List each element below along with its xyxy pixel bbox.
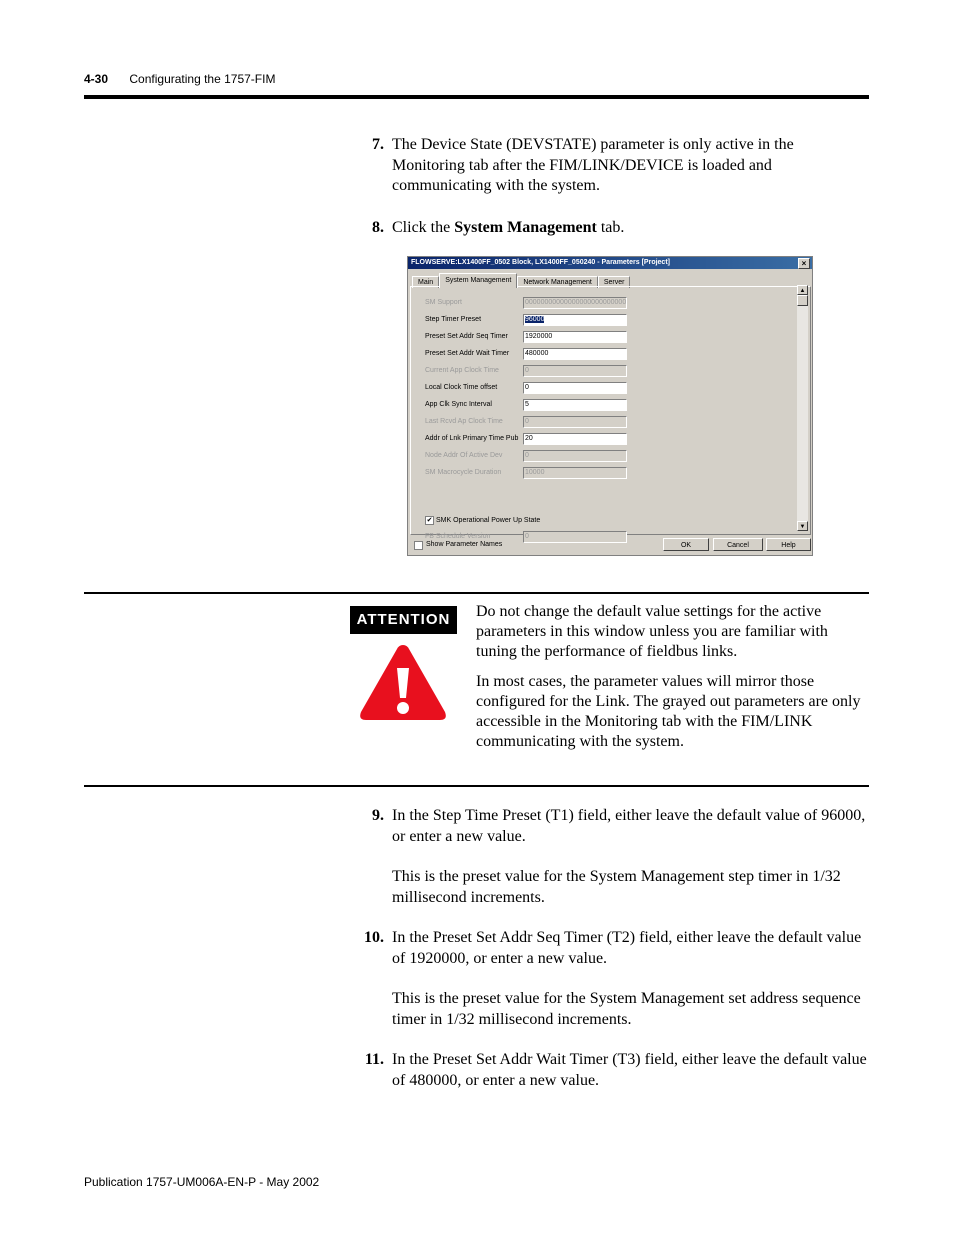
parameter-value: 1920000 — [525, 333, 553, 340]
parameter-field[interactable] — [523, 433, 627, 445]
page-number: 4-30 — [84, 72, 109, 86]
step-note: This is the preset value for the System Management step timer in 1/32 millisecond increments. — [392, 868, 841, 906]
help-button[interactable]: Help — [766, 538, 811, 551]
parameter-field[interactable] — [523, 348, 627, 360]
parameter-value: 480000 — [525, 350, 549, 357]
parameter-field — [523, 450, 627, 462]
step-text-prefix: Click the — [392, 219, 455, 236]
parameter-value: 96000 — [525, 316, 545, 323]
tab-system-management[interactable]: System Management — [439, 273, 517, 288]
step-9 — [360, 806, 870, 928]
attention-badge: ATTENTION — [350, 606, 457, 634]
tab-main[interactable]: Main — [412, 276, 439, 288]
parameter-label: FB Schedule Version — [425, 533, 491, 540]
parameter-value: 0 — [525, 384, 529, 391]
page-header — [84, 72, 275, 86]
parameter-field — [523, 416, 627, 428]
parameter-value: 0 — [525, 452, 529, 459]
step-text — [392, 218, 870, 239]
parameter-label: SM Support — [425, 299, 462, 306]
vertical-scrollbar[interactable] — [797, 285, 808, 531]
parameter-value: 0 — [525, 533, 529, 540]
page-footer: Publication 1757-UM006A-EN-P - May 2002 — [84, 1175, 320, 1189]
step-text-suffix: tab. — [596, 219, 625, 236]
parameter-field — [523, 467, 627, 479]
scroll-thumb[interactable] — [797, 295, 808, 306]
parameter-value: 5 — [525, 401, 529, 408]
smk-checkbox[interactable]: ✔ — [426, 517, 433, 524]
show-names-label: Show Parameter Names — [426, 541, 503, 548]
parameter-field — [523, 297, 627, 309]
step-number: 7. — [372, 136, 384, 153]
dialog-title: FLOWSERVE:LX1400FF_0502 Block, LX1400FF_050240 - Parameters [Project] — [411, 259, 670, 266]
step-text: In the Step Time Preset (T1) field, either leave the default value of 96000, or enter a new value. — [392, 807, 866, 845]
system-management-panel — [410, 286, 811, 540]
parameter-field — [523, 365, 627, 377]
parameter-value: 10000 — [525, 469, 545, 476]
parameter-label: App Clk Sync Interval — [425, 401, 492, 408]
parameter-field[interactable] — [523, 382, 627, 394]
step-7 — [360, 135, 870, 217]
parameter-value: 20 — [525, 435, 533, 442]
attention-paragraph: In most cases, the parameter values will mirror those configured for the Link. The grayed out parameters are only accessible in the Monitoring tab with the FIM/LINK communicating with the system. — [476, 673, 861, 750]
dialog-footer — [412, 538, 808, 554]
ok-button[interactable]: OK — [663, 538, 709, 551]
tab-server[interactable]: Server — [598, 276, 631, 288]
parameter-label: Preset Set Addr Seq Timer — [425, 333, 508, 340]
show-names-checkbox[interactable] — [414, 541, 423, 550]
step-note: This is the preset value for the System Management set address sequence timer in 1/32 millisecond increments. — [392, 990, 861, 1028]
tab-network-management[interactable]: Network Management — [517, 276, 597, 288]
parameter-label: Preset Set Addr Wait Timer — [425, 350, 510, 357]
parameter-field[interactable] — [523, 314, 627, 326]
step-11 — [360, 1050, 870, 1111]
warning-icon — [357, 642, 449, 724]
parameter-label: Step Timer Preset — [425, 316, 482, 323]
tab-strip — [412, 273, 630, 287]
step-number: 11. — [364, 1051, 384, 1068]
cancel-button[interactable]: Cancel — [713, 538, 763, 551]
step-number: 10. — [364, 929, 384, 946]
parameter-label: Local Clock Time offset — [425, 384, 498, 391]
step-text: The Device State (DEVSTATE) parameter is only active in the Monitoring tab after the FIM/LINK/DEVICE is loaded and communicating with the system. — [392, 136, 794, 194]
step-10 — [360, 928, 870, 1050]
smk-label: SMK Operational Power Up State — [436, 517, 541, 524]
parameter-value: 0 — [525, 367, 529, 374]
parameter-value: 00000000000000000000000000 — [525, 299, 627, 306]
parameters-dialog — [407, 256, 813, 556]
scroll-up-icon[interactable]: ▲ — [797, 285, 808, 295]
close-icon[interactable]: × — [798, 258, 810, 269]
attention-bottom-rule — [84, 785, 869, 787]
attention-text — [476, 602, 870, 762]
chapter-title: Configurating the 1757-FIM — [129, 72, 276, 86]
step-8 — [360, 218, 870, 259]
step-number: 9. — [372, 807, 384, 824]
attention-paragraph: Do not change the default value settings for the active parameters in this window unless you are familiar with tuning the performance of fieldbus links. — [476, 603, 828, 660]
parameter-field[interactable] — [523, 399, 627, 411]
parameter-label: Addr of Lnk Primary Time Pub — [425, 435, 519, 442]
dialog-titlebar — [408, 257, 812, 269]
step-text: In the Preset Set Addr Wait Timer (T3) field, either leave the default value of 480000, or enter a new value. — [392, 1051, 867, 1089]
parameter-value: 0 — [525, 418, 529, 425]
step-text: In the Preset Set Addr Seq Timer (T2) field, either leave the default value of 1920000, or enter a new value. — [392, 929, 862, 967]
attention-top-rule — [84, 592, 869, 594]
parameter-label: Node Addr Of Active Dev — [425, 452, 503, 459]
scroll-down-icon[interactable]: ▼ — [797, 521, 808, 531]
step-text-bold: System Management — [454, 219, 597, 236]
parameter-label: SM Macrocycle Duration — [425, 469, 502, 476]
step-number: 8. — [372, 219, 384, 236]
parameter-field[interactable] — [523, 331, 627, 343]
header-rule — [84, 95, 869, 99]
parameter-label: Last Rcvd Ap Clock Time — [425, 418, 503, 425]
parameter-label: Current App Clock Time — [425, 367, 499, 374]
